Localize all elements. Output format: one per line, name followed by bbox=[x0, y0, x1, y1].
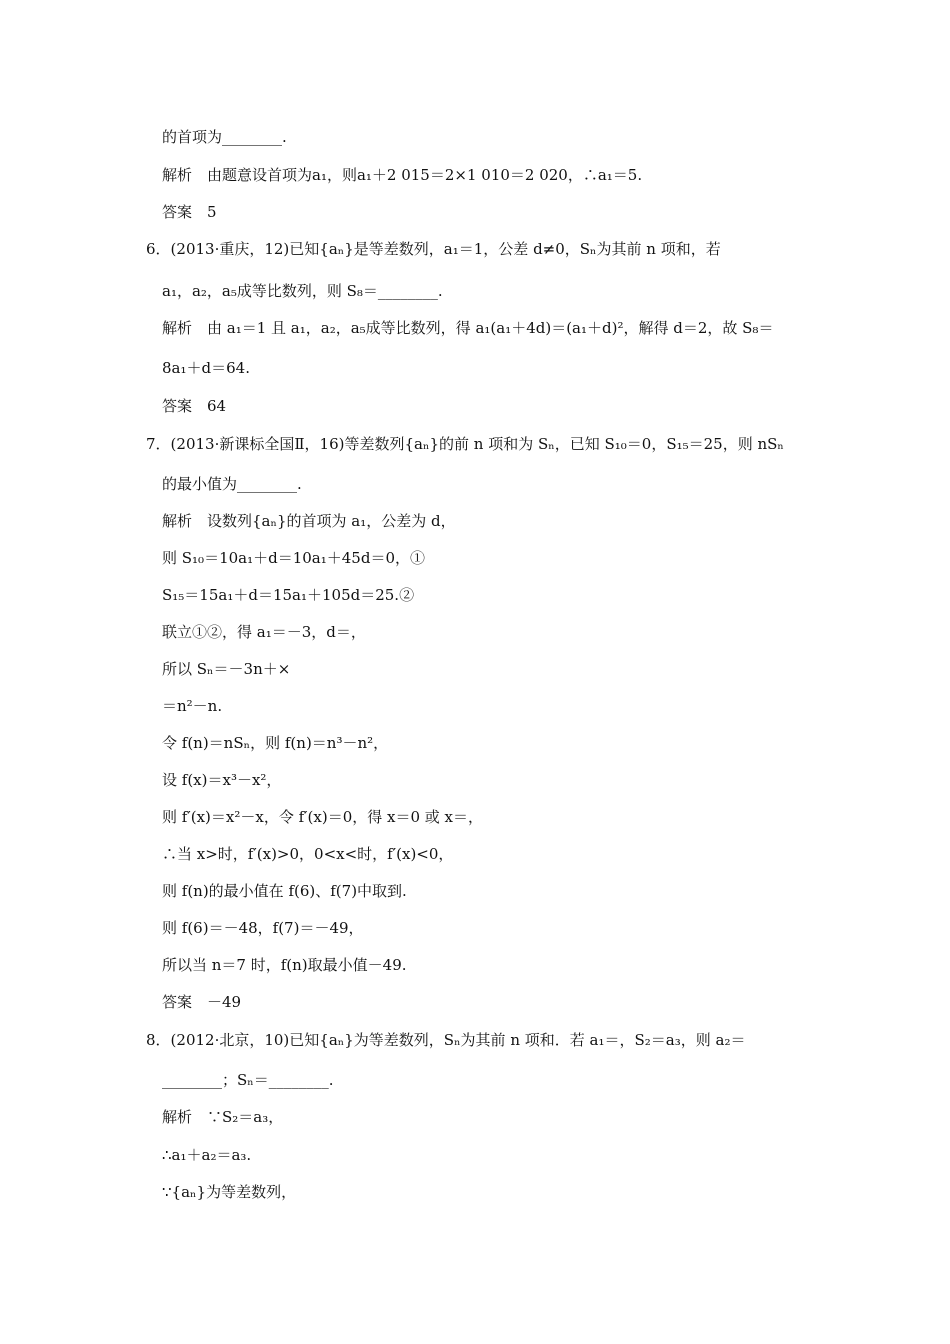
solution-line: 解析 ∵S₂＝a₃， bbox=[162, 1108, 284, 1126]
solution-line: 解析 由题意设首项为a₁，则a₁＋2 015＝2×1 010＝2 020，∴a₁＝5. bbox=[162, 166, 643, 184]
question-6-line: a₁，a₂，a₅成等比数列，则 S₈＝________. bbox=[162, 282, 443, 300]
question-8-line: ________；Sₙ＝________. bbox=[162, 1071, 334, 1089]
solution-line: ∴a₁＋a₂＝a₃. bbox=[162, 1146, 252, 1164]
solution-line: 则 f(6)＝－48，f(7)＝－49， bbox=[162, 919, 364, 937]
solution-line: 联立①②，得 a₁＝－3，d＝， bbox=[162, 623, 366, 641]
text-line: 的首项为________. bbox=[162, 128, 287, 146]
solution-line: 8a₁＋d＝64. bbox=[162, 359, 250, 377]
solution-line: S₁₅＝15a₁＋d＝15a₁＋105d＝25.② bbox=[162, 586, 415, 604]
answer-line: 答案 64 bbox=[162, 397, 227, 415]
solution-line: 解析 设数列{aₙ}的首项为 a₁，公差为 d， bbox=[162, 512, 456, 530]
solution-line: 则 S₁₀＝10a₁＋d＝10a₁＋45d＝0，① bbox=[162, 549, 425, 567]
solution-line: ∴当 x>时，f′(x)>0，0<x<时，f′(x)<0， bbox=[162, 845, 454, 863]
solution-line: 所以 Sₙ＝－3n＋× bbox=[162, 660, 291, 678]
solution-line: 所以当 n＝7 时，f(n)取最小值－49. bbox=[162, 956, 407, 974]
question-7-line: 7．(2013·新课标全国Ⅱ，16)等差数列{aₙ}的前 n 项和为 Sₙ，已知 S₁₀＝0，S₁₅＝25，则 nSₙ bbox=[146, 435, 784, 453]
solution-line: 设 f(x)＝x³－x²， bbox=[162, 771, 282, 789]
question-8-line: 8．(2012·北京，10)已知{aₙ}为等差数列，Sₙ为其前 n 项和．若 a₁＝，S₂＝a₃，则 a₂＝ bbox=[146, 1031, 746, 1049]
answer-line: 答案 5 bbox=[162, 203, 217, 221]
question-7-line: 的最小值为________. bbox=[162, 475, 302, 493]
answer-line: 答案 －49 bbox=[162, 993, 242, 1011]
solution-line: 则 f(n)的最小值在 f(6)、f(7)中取到. bbox=[162, 882, 407, 900]
solution-line: 令 f(n)＝nSₙ，则 f(n)＝n³－n²， bbox=[162, 734, 389, 752]
solution-line: 解析 由 a₁＝1 且 a₁，a₂，a₅成等比数列，得 a₁(a₁＋4d)＝(a₁＋d)²，解得 d＝2，故 S₈＝ bbox=[162, 319, 774, 337]
solution-line: 则 f′(x)＝x²－x，令 f′(x)＝0，得 x＝0 或 x＝， bbox=[162, 808, 484, 826]
solution-line: ∵{aₙ}为等差数列， bbox=[162, 1183, 297, 1201]
solution-line: ＝n²－n. bbox=[162, 697, 223, 715]
question-6-line: 6．(2013·重庆，12)已知{aₙ}是等差数列，a₁＝1，公差 d≠0，Sₙ为其前 n 项和，若 bbox=[146, 240, 721, 258]
